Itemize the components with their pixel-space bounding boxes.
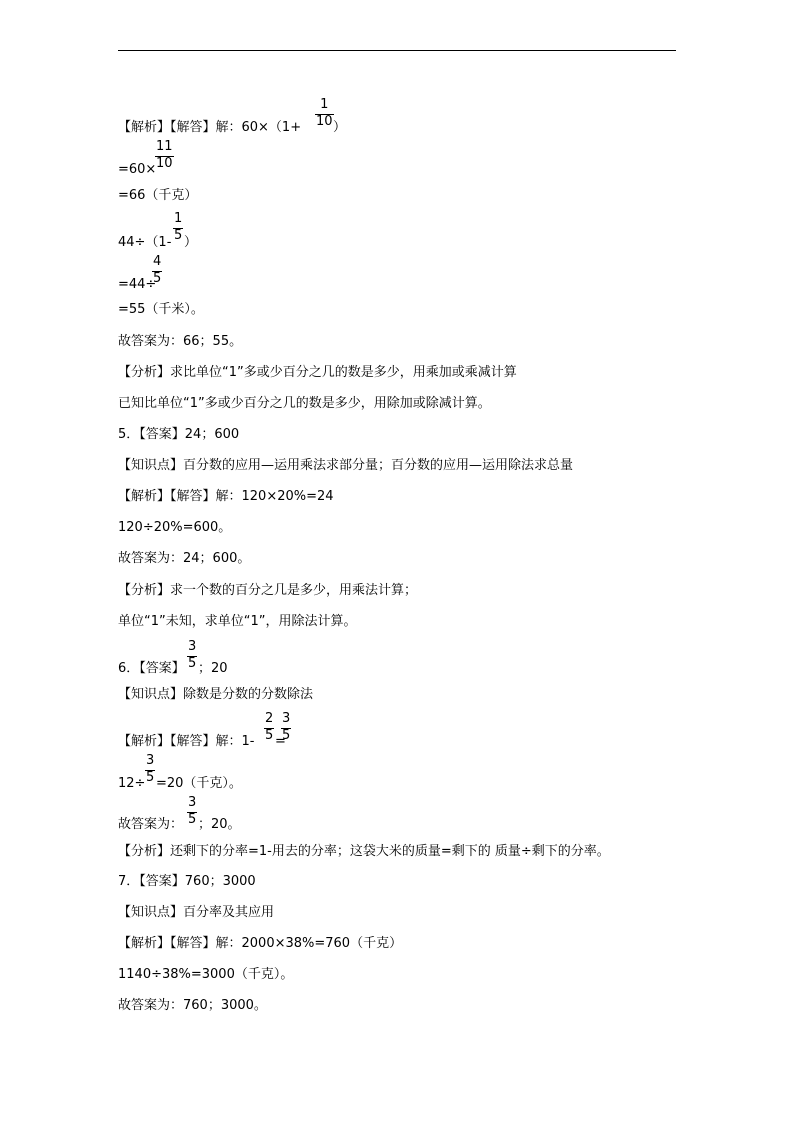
q6-eq-sign: = bbox=[275, 734, 286, 749]
q4-answer: 故答案为：66；55。 bbox=[118, 334, 243, 349]
fraction-11-10: 11 10 bbox=[156, 139, 173, 171]
header-rule bbox=[118, 50, 676, 51]
q6-final-post: ；20。 bbox=[198, 817, 241, 832]
q7-jiexi: 【解析】【解答】解：2000×38%=760（千克） bbox=[118, 936, 403, 951]
fraction-1-5: 1 5 bbox=[174, 211, 183, 243]
q4-line-2: =60× bbox=[118, 162, 157, 177]
q6-jiexi: 【解析】【解答】解：1- bbox=[118, 734, 255, 749]
q6-answer-post: ；20 bbox=[198, 661, 228, 676]
fraction-3-5-d: 3 5 bbox=[188, 795, 197, 827]
fraction-4-5: 4 5 bbox=[153, 254, 162, 286]
q7-answer: 故答案为：760；3000。 bbox=[118, 998, 267, 1013]
fraction-2-5: 2 5 bbox=[265, 711, 274, 743]
q4-jiexi-close: ） bbox=[333, 120, 347, 135]
q5-line-2: 120÷20%=600。 bbox=[118, 520, 232, 535]
fraction-3-5-answer: 3 5 bbox=[188, 639, 197, 671]
q4-fenxi-1: 【分析】求比单位“1”多或少百分之几的数是多少，用乘加或乘减计算 bbox=[118, 365, 517, 380]
q4-line-3: =66（千克） bbox=[118, 188, 198, 203]
q5-answer: 故答案为：24；600。 bbox=[118, 551, 251, 566]
fraction-1-10: 1 10 bbox=[316, 97, 333, 129]
q6-final: 故答案为： bbox=[118, 817, 184, 832]
q6-answer-line: 6．【答案】 bbox=[118, 661, 185, 676]
fraction-3-5-c: 3 5 bbox=[146, 753, 155, 785]
q4-jiexi-line: 【解析】【解答】解：60×（1+ bbox=[118, 120, 302, 135]
q5-fenxi-2: 单位“1”未知，求单位“1”，用除法计算。 bbox=[118, 614, 357, 629]
q6-line-2: 12÷ bbox=[118, 776, 146, 791]
q7-line-2: 1140÷38%=3000（千克）。 bbox=[118, 967, 294, 982]
q4-line-6: =55（千米）。 bbox=[118, 302, 204, 317]
fraction-3-5-b: 3 5 bbox=[282, 711, 291, 743]
q4-line-4: 44÷（1- bbox=[118, 235, 172, 250]
q5-knowledge: 【知识点】百分数的应用—运用乘法求部分量；百分数的应用—运用除法求总量 bbox=[118, 458, 574, 473]
q5-jiexi: 【解析】【解答】解：120×20%=24 bbox=[118, 489, 334, 504]
q5-fenxi-1: 【分析】求一个数的百分之几是多少，用乘法计算； bbox=[118, 583, 418, 598]
q6-line-2-post: =20（千克）。 bbox=[156, 776, 242, 791]
q4-fenxi-2: 已知比单位“1”多或少百分之几的数是多少，用除加或除减计算。 bbox=[118, 396, 491, 411]
q6-knowledge: 【知识点】除数是分数的分数除法 bbox=[118, 687, 314, 702]
q6-fenxi: 【分析】还剩下的分率=1-用去的分率；这袋大米的质量=剩下的 质量÷剩下的分率。 bbox=[118, 844, 610, 859]
q5-answer-line: 5．【答案】24；600 bbox=[118, 427, 240, 442]
q7-answer-line: 7．【答案】760；3000 bbox=[118, 874, 256, 889]
q7-knowledge: 【知识点】百分率及其应用 bbox=[118, 905, 275, 920]
q4-line-4-close: ） bbox=[184, 235, 198, 250]
q4-line-5: =44÷ bbox=[118, 277, 157, 292]
